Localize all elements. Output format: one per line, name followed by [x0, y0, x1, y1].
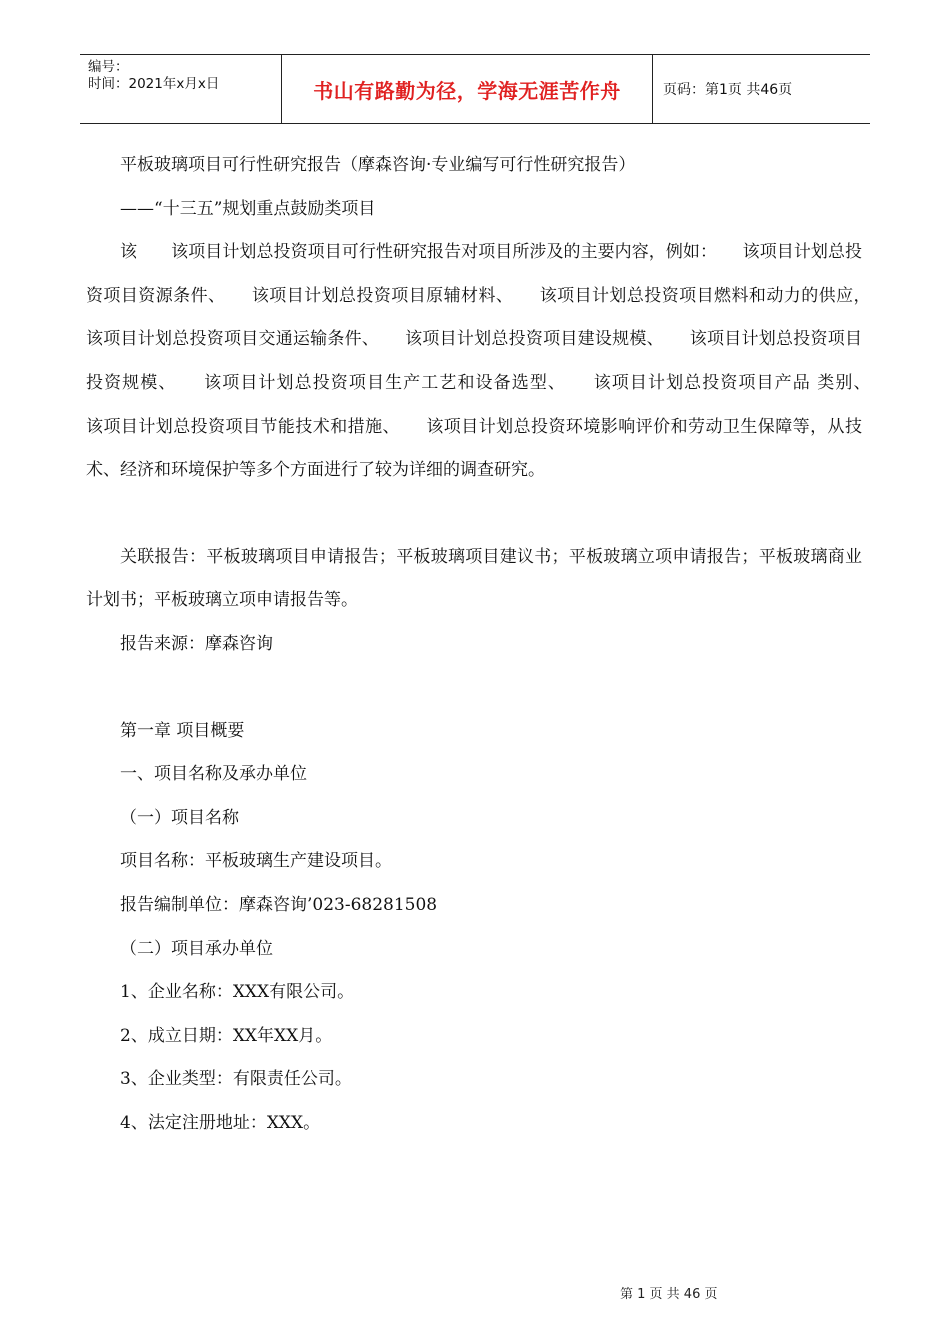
- report-source: 报告来源：摩森咨询: [120, 633, 273, 654]
- chapter-heading: 第一章 项目概要: [120, 720, 245, 741]
- header-meta: [80, 55, 282, 123]
- list-item: 2、成立日期：XX年XX月。: [120, 1025, 333, 1046]
- list-item: 3、企业类型：有限责任公司。: [120, 1069, 352, 1090]
- page-footer: 第 1 页 共 46 页: [620, 1287, 718, 1302]
- header-motto: 书山有路勤为径，学海无涯苦作舟: [282, 55, 653, 123]
- document-body: [86, 144, 896, 1145]
- compiler-unit: 报告编制单位：摩森咨询’023-68281508: [120, 894, 438, 915]
- related-reports: 关联报告：平板玻璃项目申请报告；平板玻璃项目建议书；平板玻璃立项申请报告；平板玻璃商业计划书；平板玻璃立项申请报告等。: [86, 546, 862, 611]
- report-title: 平板玻璃项目可行性研究报告（摩森咨询·专业编写可行性研究报告）: [120, 155, 636, 175]
- document-number-label: 编号：: [88, 59, 129, 75]
- document-time-label: 时间：2021年x月x日: [88, 76, 220, 92]
- list-item: 1、企业名称：XXX有限公司。: [120, 982, 355, 1003]
- subsection-heading: （二）项目承办单位: [120, 938, 273, 959]
- subsection-heading: （一）项目名称: [120, 807, 239, 828]
- document-header: [80, 54, 870, 124]
- intro-paragraph: 该 该项目计划总投资项目可行性研究报告对项目所涉及的主要内容，例如： 该项目计划总投资项目资源条件、 该项目计划总投资项目原辅材料、 该项目计划总投资项目燃料和动力的供应， 该项目计划总投资项目交通运输条件、 该项目计划总投资项目建设规模、 该项目计划总投资项目投资规模、 该项目计划总投资项目生产工艺和设备选型、 该项目计划总投资项目产品 类别、 该项目计划总投资项目节能技术和措施、 该项目计划总投资环境影响评价和劳动卫生保障等，从技术、经济和环境保护等多个方面进行了较为详细的调查研究。: [86, 242, 896, 481]
- header-page-label: 页码：第1页 共46页: [663, 82, 793, 98]
- section-heading: 一、项目名称及承办单位: [120, 764, 307, 785]
- project-name: 项目名称：平板玻璃生产建设项目。: [120, 851, 392, 872]
- list-item: 4、法定注册地址：XXX。: [120, 1112, 321, 1133]
- report-subtitle: ——“十三五”规划重点鼓励类项目: [120, 198, 376, 219]
